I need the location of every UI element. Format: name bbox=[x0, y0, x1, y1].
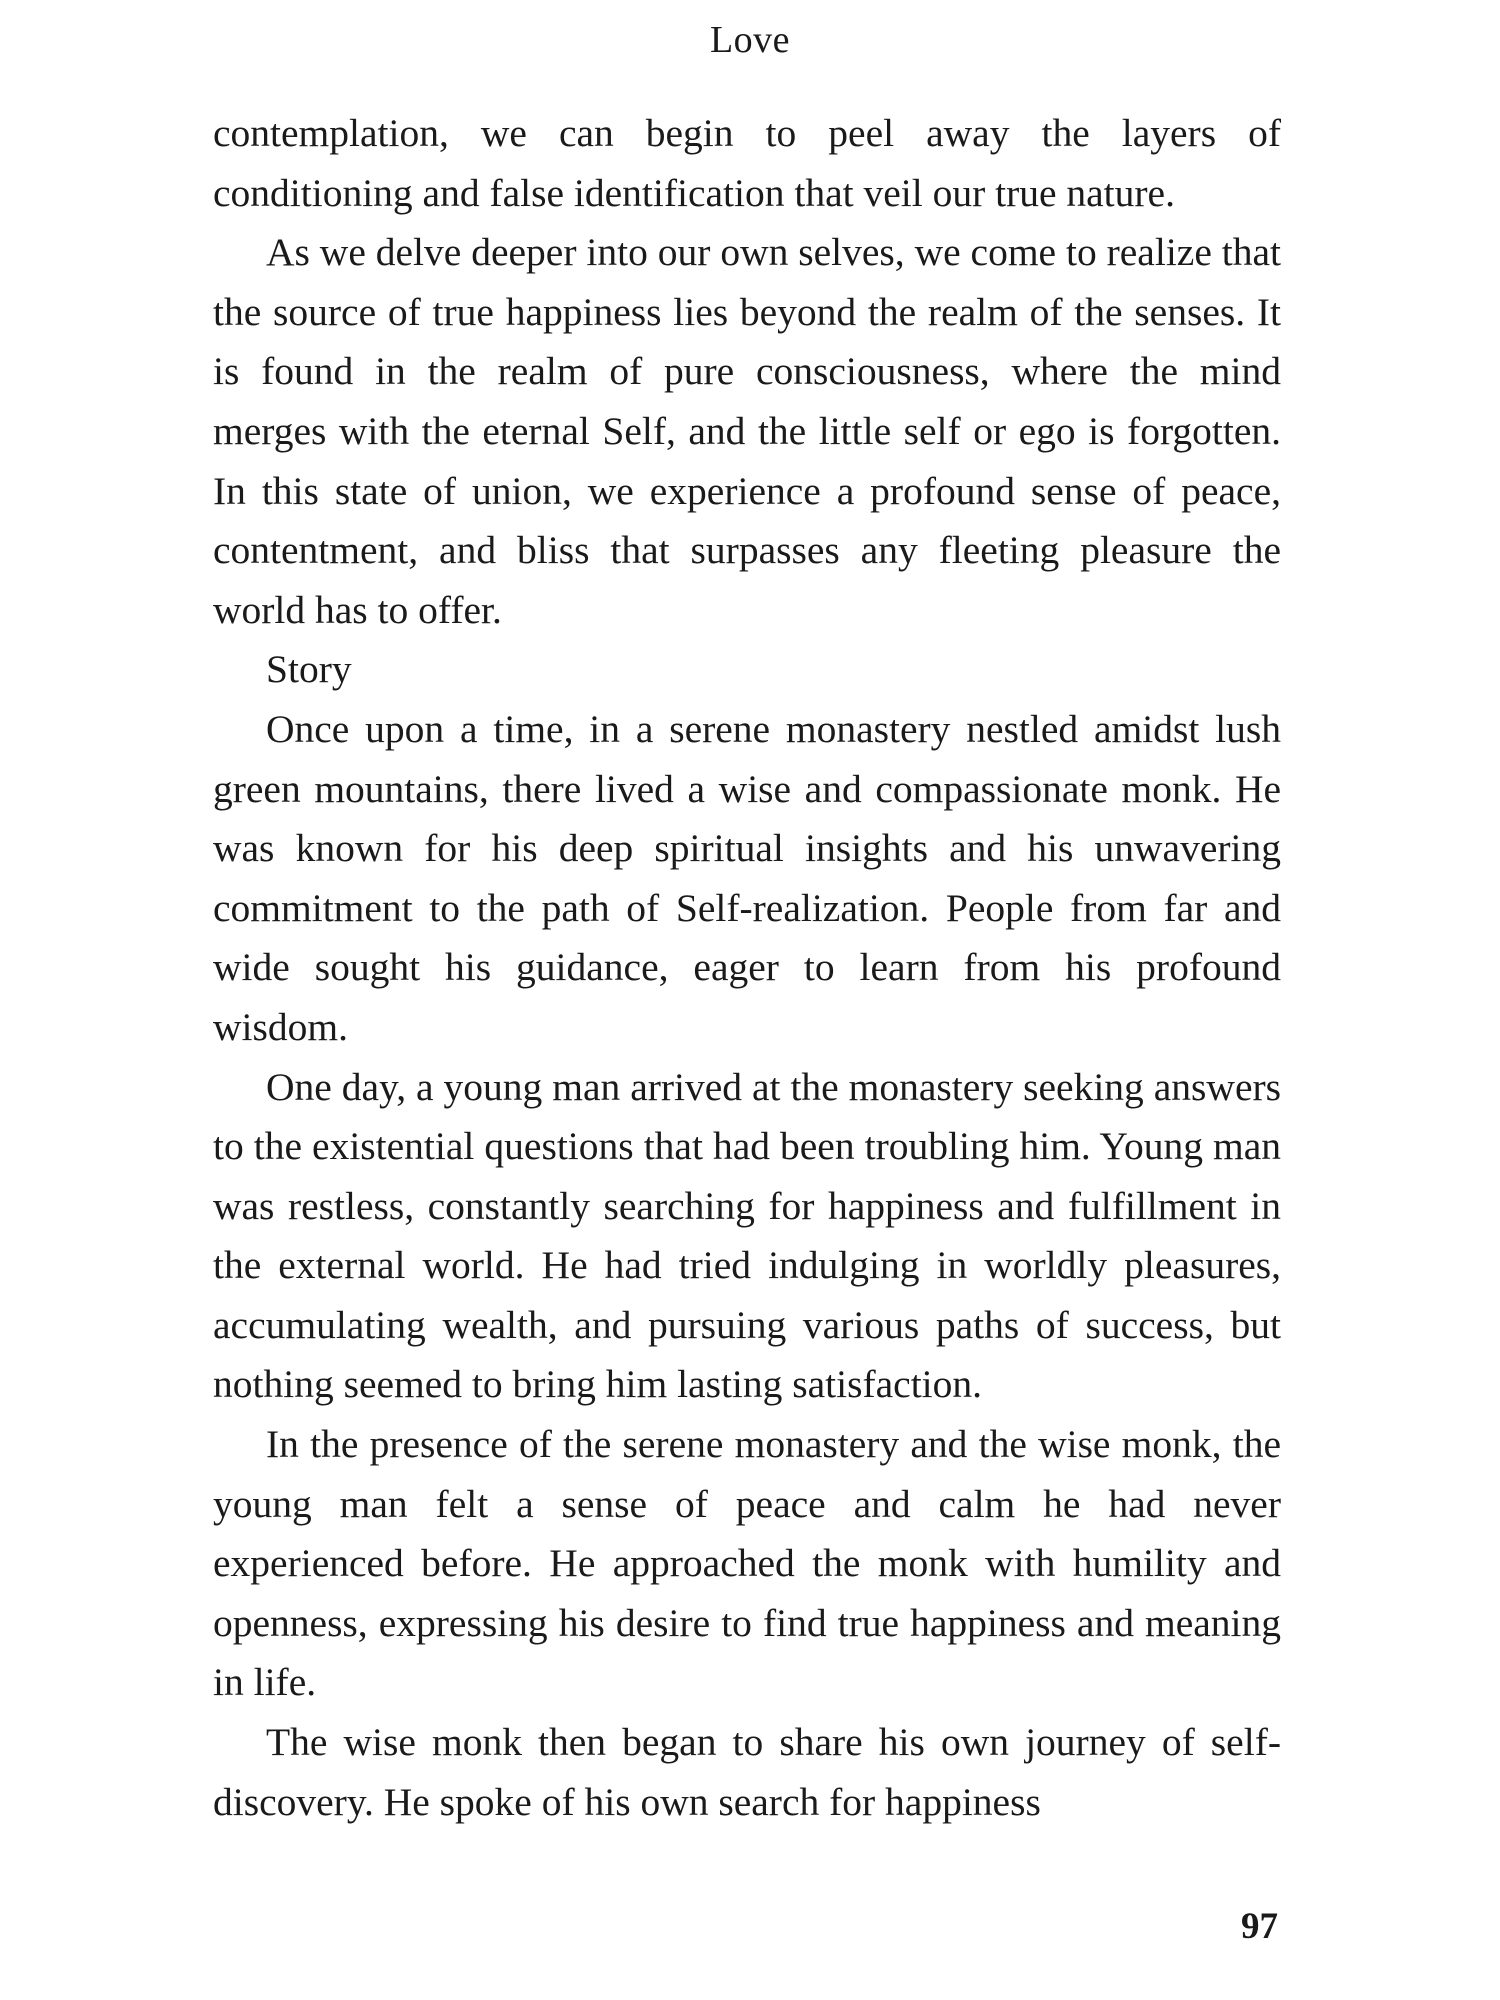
paragraph: In the presence of the serene monastery and the wise monk, the young man felt a sense of peace and calm he had never experienced before. He approached the monk with humility and openness, expressing his desire to find true happiness and meaning in life. bbox=[213, 1422, 1281, 1705]
section-heading-story: Story bbox=[266, 647, 352, 692]
running-head: Love bbox=[709, 19, 791, 61]
paragraph: Once upon a time, in a serene monastery nestled amidst lush green mountains, there lived a wise and compassionate monk. He was known for his deep spiritual insights and his unwavering commitment to the path of Self-realization. People from far and wide sought his guidance, eager to learn from his profound wisdom. bbox=[213, 706, 1281, 1049]
page-number: 97 bbox=[1241, 1906, 1278, 1947]
paragraph-continued: contemplation, we can begin to peel away the layers of conditioning and false identification that veil our true nature. bbox=[213, 111, 1281, 215]
paragraph: The wise monk then began to share his own journey of self-discovery. He spoke of his own search for happiness bbox=[213, 1720, 1281, 1824]
body-text bbox=[213, 104, 1281, 1832]
paragraph: One day, a young man arrived at the monastery seeking answers to the existential questions that had been troubling him. Young man was restless, constantly searching for happiness and fulfillment in the external world. He had tried indulging in worldly pleasures, accumulating wealth, and pursuing various paths of success, but nothing seemed to bring him lasting satisfaction. bbox=[213, 1064, 1281, 1407]
paragraph: As we delve deeper into our own selves, we come to realize that the source of true happiness lies beyond the realm of the senses. It is found in the realm of pure consciousness, where the mind merges with the eternal Self, and the little self or ego is forgotten. In this state of union, we experience a profound sense of peace, contentment, and bliss that surpasses any fleeting pleasure the world has to offer. bbox=[213, 230, 1281, 632]
